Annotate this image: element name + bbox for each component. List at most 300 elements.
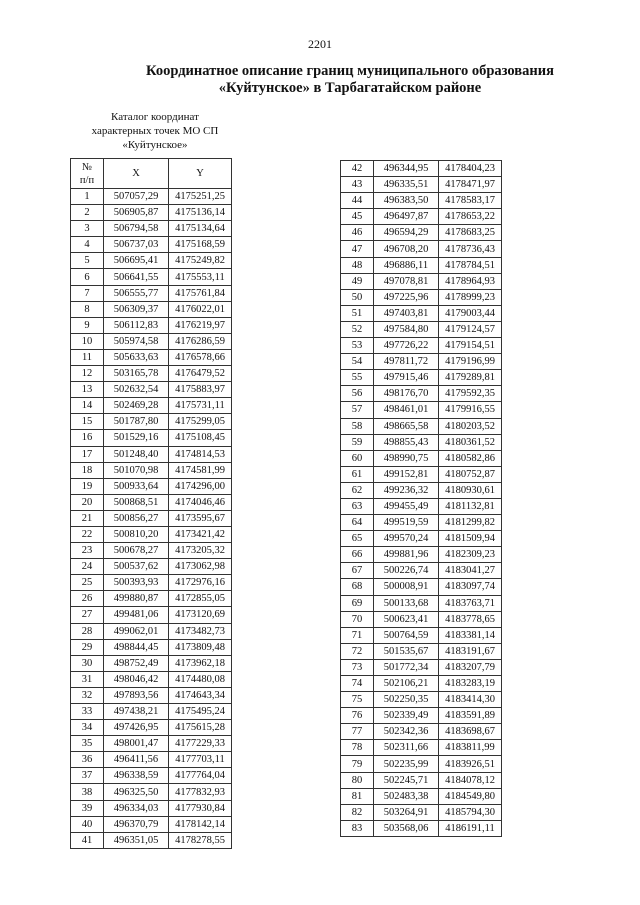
point-number-cell: 76 [341, 708, 374, 724]
x-coordinate-cell: 500810,20 [104, 526, 169, 542]
point-number-cell: 30 [71, 655, 104, 671]
point-number-cell: 19 [71, 478, 104, 494]
title-line-2: «Куйтунское» в Тарбагатайском районе [218, 80, 482, 96]
y-coordinate-cell: 4176219,97 [169, 317, 232, 333]
table-row [341, 708, 502, 724]
x-coordinate-cell: 502106,21 [374, 676, 439, 692]
x-coordinate-cell: 498844,45 [104, 639, 169, 655]
x-coordinate-cell: 500393,93 [104, 575, 169, 591]
x-coordinate-cell: 499236,32 [374, 482, 439, 498]
x-coordinate-cell: 502311,66 [374, 740, 439, 756]
point-number-cell: 17 [71, 446, 104, 462]
table-row [71, 430, 232, 446]
table-row [341, 466, 502, 482]
point-number-cell: 64 [341, 515, 374, 531]
y-coordinate-cell: 4183381,14 [439, 627, 502, 643]
y-coordinate-cell: 4178784,51 [439, 257, 502, 273]
y-coordinate-cell: 4178999,23 [439, 289, 502, 305]
table-row [71, 704, 232, 720]
y-coordinate-cell: 4175615,28 [169, 720, 232, 736]
point-number-cell: 71 [341, 627, 374, 643]
x-coordinate-cell: 499481,06 [104, 607, 169, 623]
x-coordinate-cell: 497893,56 [104, 687, 169, 703]
table-row [71, 720, 232, 736]
point-number-cell: 61 [341, 466, 374, 482]
point-number-cell: 54 [341, 354, 374, 370]
x-coordinate-cell: 506641,55 [104, 269, 169, 285]
y-coordinate-cell: 4177764,04 [169, 768, 232, 784]
point-number-cell: 78 [341, 740, 374, 756]
x-coordinate-cell: 500623,41 [374, 611, 439, 627]
point-number-cell: 14 [71, 398, 104, 414]
y-coordinate-cell: 4173595,67 [169, 510, 232, 526]
y-coordinate-cell: 4186191,11 [439, 820, 502, 836]
y-coordinate-cell: 4177703,11 [169, 752, 232, 768]
x-coordinate-cell: 502632,54 [104, 382, 169, 398]
point-number-cell: 21 [71, 510, 104, 526]
y-coordinate-cell: 4175883,97 [169, 382, 232, 398]
table-row [71, 446, 232, 462]
table-row [71, 607, 232, 623]
point-number-cell: 80 [341, 772, 374, 788]
y-coordinate-cell: 4183778,65 [439, 611, 502, 627]
y-coordinate-cell: 4183097,74 [439, 579, 502, 595]
x-coordinate-cell: 500856,27 [104, 510, 169, 526]
x-coordinate-cell: 506112,83 [104, 317, 169, 333]
table-row [71, 462, 232, 478]
point-number-cell: 37 [71, 768, 104, 784]
table-row [71, 237, 232, 253]
table-row [71, 752, 232, 768]
table-row [341, 820, 502, 836]
x-coordinate-cell: 506555,77 [104, 285, 169, 301]
y-coordinate-cell: 4180203,52 [439, 418, 502, 434]
table-row [71, 205, 232, 221]
y-coordinate-cell: 4177930,84 [169, 800, 232, 816]
table-row [71, 543, 232, 559]
point-number-cell: 40 [71, 816, 104, 832]
table-row [341, 161, 502, 177]
point-number-cell: 23 [71, 543, 104, 559]
table-row [71, 494, 232, 510]
x-coordinate-cell: 496338,59 [104, 768, 169, 784]
point-number-cell: 29 [71, 639, 104, 655]
x-coordinate-cell: 500226,74 [374, 563, 439, 579]
table-row [71, 768, 232, 784]
point-number-cell: 81 [341, 788, 374, 804]
point-number-cell: 18 [71, 462, 104, 478]
y-coordinate-cell: 4183811,99 [439, 740, 502, 756]
y-coordinate-cell: 4176479,52 [169, 366, 232, 382]
table-row [341, 386, 502, 402]
x-coordinate-cell: 499881,96 [374, 547, 439, 563]
x-coordinate-cell: 497811,72 [374, 354, 439, 370]
catalog-caption [70, 110, 240, 152]
y-coordinate-cell: 4176578,66 [169, 349, 232, 365]
point-number-cell: 15 [71, 414, 104, 430]
table-row [71, 333, 232, 349]
header-number [71, 159, 104, 189]
point-number-cell: 4 [71, 237, 104, 253]
point-number-cell: 24 [71, 559, 104, 575]
table-row [341, 402, 502, 418]
header-y: Y [169, 159, 232, 189]
x-coordinate-cell: 497426,95 [104, 720, 169, 736]
point-number-cell: 53 [341, 338, 374, 354]
point-number-cell: 57 [341, 402, 374, 418]
point-number-cell: 51 [341, 305, 374, 321]
table-row [341, 289, 502, 305]
y-coordinate-cell: 4172855,05 [169, 591, 232, 607]
coordinates-table-right [340, 160, 502, 837]
point-number-cell: 25 [71, 575, 104, 591]
x-coordinate-cell: 498176,70 [374, 386, 439, 402]
point-number-cell: 3 [71, 221, 104, 237]
table-row [71, 366, 232, 382]
table-row [71, 575, 232, 591]
table-row [71, 269, 232, 285]
table-row [341, 338, 502, 354]
x-coordinate-cell: 497584,80 [374, 321, 439, 337]
y-coordinate-cell: 4173482,73 [169, 623, 232, 639]
table-row [71, 784, 232, 800]
table-row [341, 724, 502, 740]
x-coordinate-cell: 503264,91 [374, 804, 439, 820]
table-row [71, 559, 232, 575]
x-coordinate-cell: 496497,87 [374, 209, 439, 225]
x-coordinate-cell: 496351,05 [104, 832, 169, 848]
y-coordinate-cell: 4184549,80 [439, 788, 502, 804]
table-row [341, 740, 502, 756]
y-coordinate-cell: 4174581,99 [169, 462, 232, 478]
x-coordinate-cell: 500133,68 [374, 595, 439, 611]
table-header-row [71, 159, 232, 189]
table-row [341, 772, 502, 788]
table-row [341, 547, 502, 563]
point-number-cell: 8 [71, 301, 104, 317]
point-number-cell: 26 [71, 591, 104, 607]
table-body-left [71, 189, 232, 849]
table-row [71, 816, 232, 832]
x-coordinate-cell: 501529,16 [104, 430, 169, 446]
x-coordinate-cell: 496594,29 [374, 225, 439, 241]
x-coordinate-cell: 498461,01 [374, 402, 439, 418]
x-coordinate-cell: 499570,24 [374, 531, 439, 547]
x-coordinate-cell: 499519,59 [374, 515, 439, 531]
table-row [71, 301, 232, 317]
point-number-cell: 13 [71, 382, 104, 398]
y-coordinate-cell: 4183041,27 [439, 563, 502, 579]
x-coordinate-cell: 502245,71 [374, 772, 439, 788]
point-number-cell: 46 [341, 225, 374, 241]
x-coordinate-cell: 498855,43 [374, 434, 439, 450]
x-coordinate-cell: 499880,87 [104, 591, 169, 607]
point-number-cell: 32 [71, 687, 104, 703]
point-number-cell: 63 [341, 498, 374, 514]
y-coordinate-cell: 4174814,53 [169, 446, 232, 462]
table-row [341, 515, 502, 531]
x-coordinate-cell: 497403,81 [374, 305, 439, 321]
y-coordinate-cell: 4178736,43 [439, 241, 502, 257]
y-coordinate-cell: 4178583,17 [439, 193, 502, 209]
point-number-cell: 27 [71, 607, 104, 623]
x-coordinate-cell: 497726,22 [374, 338, 439, 354]
x-coordinate-cell: 497438,21 [104, 704, 169, 720]
table-row [71, 526, 232, 542]
x-coordinate-cell: 498752,49 [104, 655, 169, 671]
x-coordinate-cell: 498990,75 [374, 450, 439, 466]
table-row [71, 639, 232, 655]
table-row [71, 655, 232, 671]
x-coordinate-cell: 500537,62 [104, 559, 169, 575]
x-coordinate-cell: 501772,34 [374, 659, 439, 675]
y-coordinate-cell: 4182309,23 [439, 547, 502, 563]
point-number-cell: 16 [71, 430, 104, 446]
table-row [71, 478, 232, 494]
y-coordinate-cell: 4180752,87 [439, 466, 502, 482]
y-coordinate-cell: 4185794,30 [439, 804, 502, 820]
point-number-cell: 5 [71, 253, 104, 269]
point-number-cell: 36 [71, 752, 104, 768]
x-coordinate-cell: 497078,81 [374, 273, 439, 289]
y-coordinate-cell: 4181299,82 [439, 515, 502, 531]
y-coordinate-cell: 4180361,52 [439, 434, 502, 450]
y-coordinate-cell: 4180582,86 [439, 450, 502, 466]
point-number-cell: 50 [341, 289, 374, 305]
table-row [71, 189, 232, 205]
x-coordinate-cell: 506737,03 [104, 237, 169, 253]
y-coordinate-cell: 4175136,14 [169, 205, 232, 221]
point-number-cell: 83 [341, 820, 374, 836]
point-number-cell: 48 [341, 257, 374, 273]
caption-line-2: характерных точек МО СП [91, 125, 219, 137]
table-body-right [341, 161, 502, 837]
y-coordinate-cell: 4183591,89 [439, 708, 502, 724]
point-number-cell: 33 [71, 704, 104, 720]
table-row [341, 370, 502, 386]
point-number-cell: 47 [341, 241, 374, 257]
y-coordinate-cell: 4175134,64 [169, 221, 232, 237]
table-row [71, 285, 232, 301]
point-number-cell: 56 [341, 386, 374, 402]
point-number-cell: 12 [71, 366, 104, 382]
y-coordinate-cell: 4178653,22 [439, 209, 502, 225]
y-coordinate-cell: 4183763,71 [439, 595, 502, 611]
x-coordinate-cell: 502483,38 [374, 788, 439, 804]
point-number-cell: 31 [71, 671, 104, 687]
x-coordinate-cell: 502250,35 [374, 692, 439, 708]
table-row [71, 414, 232, 430]
point-number-cell: 68 [341, 579, 374, 595]
table-row [341, 788, 502, 804]
table-row [341, 305, 502, 321]
point-number-cell: 66 [341, 547, 374, 563]
coordinates-table-left [70, 158, 232, 849]
point-number-cell: 70 [341, 611, 374, 627]
table-row [71, 510, 232, 526]
point-number-cell: 62 [341, 482, 374, 498]
y-coordinate-cell: 4174480,08 [169, 671, 232, 687]
point-number-cell: 55 [341, 370, 374, 386]
x-coordinate-cell: 499062,01 [104, 623, 169, 639]
point-number-cell: 49 [341, 273, 374, 289]
y-coordinate-cell: 4178278,55 [169, 832, 232, 848]
point-number-cell: 58 [341, 418, 374, 434]
point-number-cell: 22 [71, 526, 104, 542]
table-row [71, 221, 232, 237]
point-number-cell: 34 [71, 720, 104, 736]
y-coordinate-cell: 4173962,18 [169, 655, 232, 671]
y-coordinate-cell: 4178142,14 [169, 816, 232, 832]
x-coordinate-cell: 501535,67 [374, 643, 439, 659]
y-coordinate-cell: 4175553,11 [169, 269, 232, 285]
y-coordinate-cell: 4175761,84 [169, 285, 232, 301]
point-number-cell: 38 [71, 784, 104, 800]
table-row [341, 257, 502, 273]
x-coordinate-cell: 496370,79 [104, 816, 169, 832]
x-coordinate-cell: 503165,78 [104, 366, 169, 382]
y-coordinate-cell: 4174046,46 [169, 494, 232, 510]
table-row [341, 321, 502, 337]
table-row [341, 531, 502, 547]
table-row [341, 643, 502, 659]
x-coordinate-cell: 507057,29 [104, 189, 169, 205]
x-coordinate-cell: 496335,51 [374, 177, 439, 193]
point-number-cell: 65 [341, 531, 374, 547]
x-coordinate-cell: 505974,58 [104, 333, 169, 349]
table-row [341, 627, 502, 643]
point-number-cell: 67 [341, 563, 374, 579]
table-row [71, 317, 232, 333]
table-row [341, 241, 502, 257]
y-coordinate-cell: 4179196,99 [439, 354, 502, 370]
y-coordinate-cell: 4177832,93 [169, 784, 232, 800]
table-row [341, 563, 502, 579]
y-coordinate-cell: 4178404,23 [439, 161, 502, 177]
y-coordinate-cell: 4173809,48 [169, 639, 232, 655]
x-coordinate-cell: 502339,49 [374, 708, 439, 724]
table-row [71, 800, 232, 816]
x-coordinate-cell: 503568,06 [374, 820, 439, 836]
y-coordinate-cell: 4175249,82 [169, 253, 232, 269]
point-number-cell: 45 [341, 209, 374, 225]
point-number-cell: 39 [71, 800, 104, 816]
y-coordinate-cell: 4176022,01 [169, 301, 232, 317]
x-coordinate-cell: 502235,99 [374, 756, 439, 772]
table-row [341, 482, 502, 498]
table-row [341, 676, 502, 692]
x-coordinate-cell: 499152,81 [374, 466, 439, 482]
y-coordinate-cell: 4179124,57 [439, 321, 502, 337]
header-number-line-2: п/п [79, 174, 95, 186]
y-coordinate-cell: 4183207,79 [439, 659, 502, 675]
x-coordinate-cell: 496325,50 [104, 784, 169, 800]
table-row [341, 434, 502, 450]
table-row [341, 450, 502, 466]
point-number-cell: 79 [341, 756, 374, 772]
y-coordinate-cell: 4173421,42 [169, 526, 232, 542]
table-row [71, 671, 232, 687]
x-coordinate-cell: 501248,40 [104, 446, 169, 462]
y-coordinate-cell: 4184078,12 [439, 772, 502, 788]
document-title [60, 63, 640, 97]
x-coordinate-cell: 496344,95 [374, 161, 439, 177]
y-coordinate-cell: 4172976,16 [169, 575, 232, 591]
y-coordinate-cell: 4176286,59 [169, 333, 232, 349]
x-coordinate-cell: 500868,51 [104, 494, 169, 510]
table-row [341, 804, 502, 820]
point-number-cell: 2 [71, 205, 104, 221]
table-row [71, 398, 232, 414]
point-number-cell: 82 [341, 804, 374, 820]
y-coordinate-cell: 4179289,81 [439, 370, 502, 386]
table-row [341, 209, 502, 225]
table-row [341, 595, 502, 611]
y-coordinate-cell: 4178964,93 [439, 273, 502, 289]
point-number-cell: 11 [71, 349, 104, 365]
y-coordinate-cell: 4175299,05 [169, 414, 232, 430]
point-number-cell: 43 [341, 177, 374, 193]
table-row [71, 687, 232, 703]
point-number-cell: 77 [341, 724, 374, 740]
y-coordinate-cell: 4175251,25 [169, 189, 232, 205]
x-coordinate-cell: 498046,42 [104, 671, 169, 687]
table-row [341, 193, 502, 209]
y-coordinate-cell: 4179154,51 [439, 338, 502, 354]
table-row [71, 253, 232, 269]
y-coordinate-cell: 4179003,44 [439, 305, 502, 321]
y-coordinate-cell: 4183698,67 [439, 724, 502, 740]
x-coordinate-cell: 506309,37 [104, 301, 169, 317]
table-row [71, 623, 232, 639]
y-coordinate-cell: 4174296,00 [169, 478, 232, 494]
y-coordinate-cell: 4178683,25 [439, 225, 502, 241]
table-row [71, 832, 232, 848]
point-number-cell: 59 [341, 434, 374, 450]
x-coordinate-cell: 506695,41 [104, 253, 169, 269]
y-coordinate-cell: 4179916,55 [439, 402, 502, 418]
x-coordinate-cell: 501787,80 [104, 414, 169, 430]
x-coordinate-cell: 498001,47 [104, 736, 169, 752]
y-coordinate-cell: 4175495,24 [169, 704, 232, 720]
point-number-cell: 28 [71, 623, 104, 639]
y-coordinate-cell: 4183926,51 [439, 756, 502, 772]
table-row [71, 349, 232, 365]
point-number-cell: 7 [71, 285, 104, 301]
x-coordinate-cell: 498665,58 [374, 418, 439, 434]
point-number-cell: 75 [341, 692, 374, 708]
table-row [341, 756, 502, 772]
page-number: 2201 [308, 37, 332, 51]
y-coordinate-cell: 4173120,69 [169, 607, 232, 623]
point-number-cell: 1 [71, 189, 104, 205]
x-coordinate-cell: 496708,20 [374, 241, 439, 257]
x-coordinate-cell: 499455,49 [374, 498, 439, 514]
table-row [341, 273, 502, 289]
x-coordinate-cell: 501070,98 [104, 462, 169, 478]
header-number-line-1: № [81, 161, 93, 173]
table-row [341, 418, 502, 434]
y-coordinate-cell: 4183414,30 [439, 692, 502, 708]
y-coordinate-cell: 4173205,32 [169, 543, 232, 559]
table-row [341, 354, 502, 370]
point-number-cell: 44 [341, 193, 374, 209]
table-row [341, 225, 502, 241]
table-row [341, 177, 502, 193]
x-coordinate-cell: 496886,11 [374, 257, 439, 273]
x-coordinate-cell: 505633,63 [104, 349, 169, 365]
point-number-cell: 69 [341, 595, 374, 611]
